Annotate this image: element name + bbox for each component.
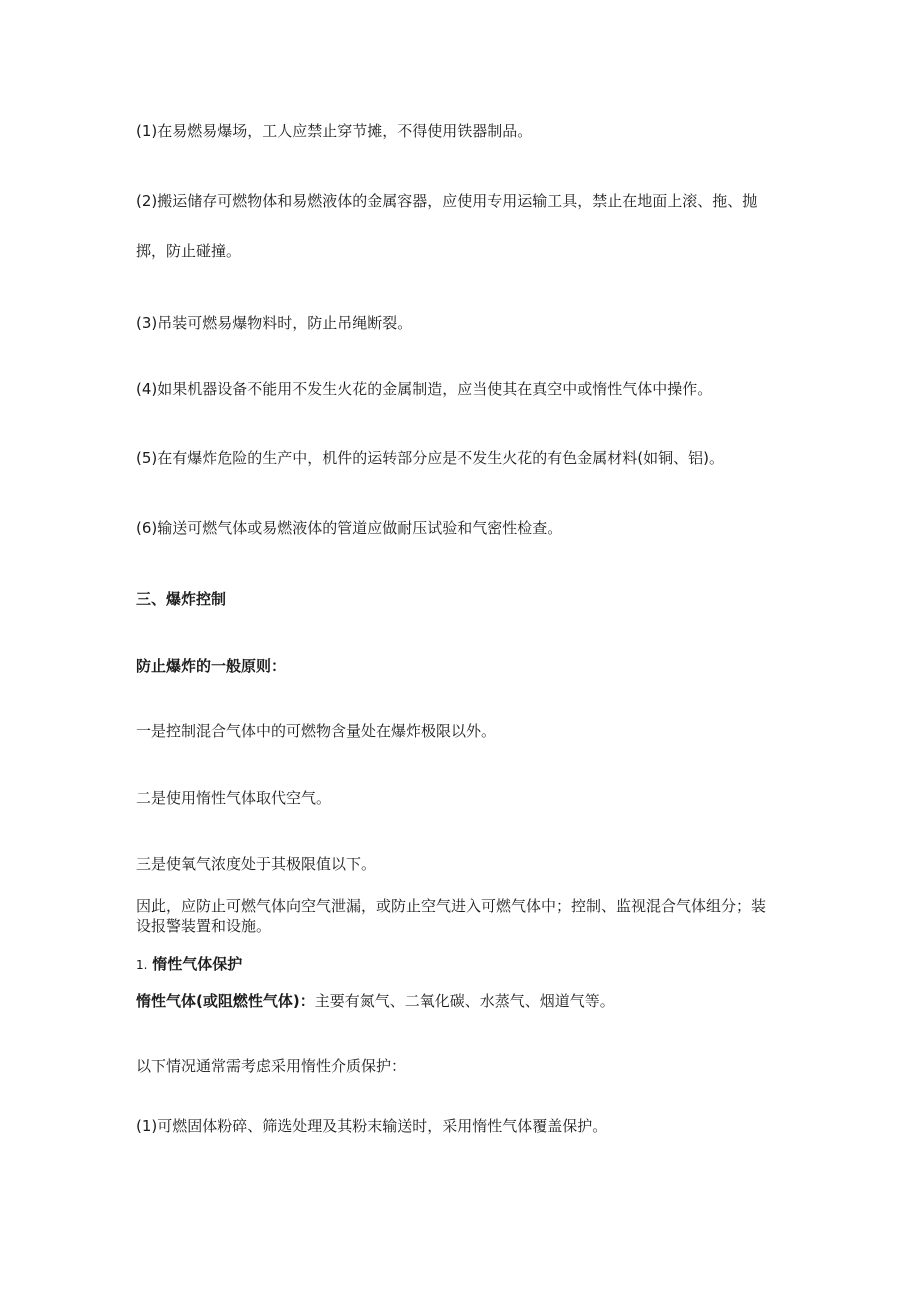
subsection-heading [136, 954, 796, 975]
paragraph-item-2-line-2: 掷，防止碰撞。 [136, 242, 242, 260]
paragraph-item-5: (5)在有爆炸危险的生产中，机件的运转部分应是不发生火花的有色金属材料(如铜、铝)。 [136, 449, 724, 467]
inert-gas-label: 惰性气体(或阻燃性气体)： [136, 992, 315, 1010]
principle-item-1: 一是控制混合气体中的可燃物含量处在爆炸极限以外。 [136, 722, 497, 740]
subsection-title: 惰性气体保护 [152, 955, 243, 973]
cases-intro: 以下情况通常需考虑采用惰性介质保护： [136, 1057, 407, 1075]
subsection-number: 1. [136, 958, 148, 972]
paragraph-item-2-line-1: (2)搬运储存可燃物体和易燃液体的金属容器，应使用专用运输工具，禁止在地面上滚、拖、抛 [136, 192, 758, 210]
therefore-paragraph: 因此，应防止可燃气体向空气泄漏，或防止空气进入可燃气体中；控制、监视混合气体组分；装设报警装置和设施。 [136, 897, 767, 935]
case-item-1: (1)可燃固体粉碎、筛选处理及其粉末输送时，采用惰性气体覆盖保护。 [136, 1117, 608, 1135]
paragraph-item-1: (1)在易燃易爆场，工人应禁止穿节摊，不得使用铁器制品。 [136, 122, 533, 140]
section-heading: 三、爆炸控制 [136, 590, 227, 608]
principle-item-2: 二是使用惰性气体取代空气。 [136, 789, 332, 807]
inert-gas-definition [136, 991, 796, 1011]
principle-heading: 防止爆炸的一般原则： [136, 657, 287, 675]
paragraph-item-4: (4)如果机器设备不能用不发生火花的金属制造，应当使其在真空中或惰性气体中操作。 [136, 380, 713, 398]
principle-item-3: 三是使氧气浓度处于其极限值以下。 [136, 855, 377, 873]
paragraph-item-3: (3)吊装可燃易爆物料时，防止吊绳断裂。 [136, 314, 413, 332]
inert-gas-text: 主要有氮气、二氧化碳、水蒸气、烟道气等。 [314, 992, 615, 1010]
paragraph-item-6: (6)输送可燃气体或易燃液体的管道应做耐压试验和气密性检查。 [136, 519, 563, 537]
